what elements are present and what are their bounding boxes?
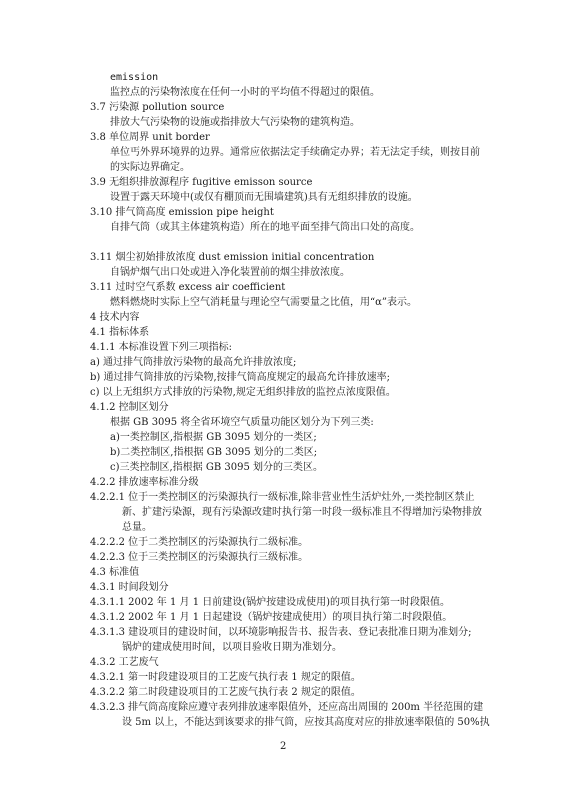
list-item: c)三类控制区,指根据 GB 3095 划分的三类区。 [110, 462, 324, 473]
text-line: 设置于露天环境中(或仅有棚顶而无围墙建筑)具有无组织排放的设施。 [110, 192, 418, 203]
text-line: 锅炉的建成使用时间，以项目验收日期为准划分。 [122, 642, 342, 653]
section-heading: 3.11 烟尘初始排放浓度 dust emission initial concentration [90, 252, 375, 263]
text-line: 设 5m 以上，不能达到该要求的排气筒，应按其高度对应的排放速率限值的 50%执 [122, 717, 490, 728]
text-line: 自排气筒（或其主体建筑构造）所在的地平面至排气筒出口处的高度。 [110, 222, 420, 233]
section-heading: 3.9 无组织排放源程序 fugitive emisson source [90, 177, 313, 188]
page-number: 2 [280, 741, 287, 752]
section-heading: 3.8 单位周界 unit border [90, 132, 210, 143]
section-heading: 4 技术内容 [90, 312, 140, 323]
list-item: a)一类控制区,指根据 GB 3095 划分的一类区; [110, 432, 317, 443]
text-line: 4.2.2.2 位于二类控制区的污染源执行二级标准。 [90, 537, 309, 548]
text-line: 4.2.2.1 位于一类控制区的污染源执行一级标准,除非营业性生活炉灶外,一类控制区禁止 [90, 492, 475, 503]
section-heading: 3.10 排气筒高度 emission pipe height [90, 207, 274, 218]
text-line: emission [110, 72, 159, 83]
text-line: 监控点的污染物浓度在任何一小时的平均值不得超过的限值。 [110, 87, 380, 98]
text-line: 总量。 [122, 522, 152, 533]
text-line: 4.3.1.3 建设项目的建设时间，以环境影响报告书、报告表、登记表批准日期为准划分; [90, 627, 472, 638]
text-line: 排放大气污染物的设施或指排放大气污染物的建筑构造。 [110, 117, 360, 128]
section-heading: 4.3.1 时间段划分 [90, 582, 169, 593]
list-item: b)二类控制区,指根据 GB 3095 划分的二类区; [110, 447, 318, 458]
list-item: c) 以上无组织方式排放的污染物,规定无组织排放的监控点浓度限值。 [90, 387, 396, 398]
list-item: a) 通过排气筒排放污染物的最高允许排放浓度; [90, 357, 297, 368]
text-line: 燃料燃烧时实际上空气消耗量与理论空气需要量之比值，用“α”表示。 [110, 297, 417, 308]
text-line: 4.3.2.2 第二时段建设项目的工艺废气执行表 2 规定的限值。 [90, 687, 361, 698]
section-heading: 4.2.2 排放速率标准分级 [90, 477, 199, 488]
text-line: 根据 GB 3095 将全省环境空气质量功能区划分为下列三类: [110, 417, 374, 428]
text-line: 4.1.1 本标准设置下列三项指标: [90, 342, 232, 353]
section-heading: 4.3.2 工艺废气 [90, 657, 159, 668]
text-line: 4.2.2.3 位于三类控制区的污染源执行三级标准。 [90, 552, 309, 563]
text-line: 单位丐外界环境界的边界。通常应依据法定手续确定办界；若无法定手续，则按目前 [110, 147, 480, 158]
section-heading: 4.1 指标体系 [90, 327, 150, 338]
text-line: 4.3.2.3 排气筒高度除应遵守表列排放速率限值外，还应高出周围的 200m 半径范围的建 [90, 702, 484, 713]
text-line: 的实际边界确定。 [110, 162, 190, 173]
text-line: 4.3.1.1 2002 年 1 月 1 日前建设(锅炉按建设成使用)的项目执行第一时段限值。 [90, 597, 451, 608]
text-line: 4.3.2.1 第一时段建设项目的工艺废气执行表 1 规定的限值。 [90, 672, 361, 683]
section-heading: 4.3 标准值 [90, 567, 140, 578]
text-line: 自锅炉烟气出口处或进入净化装置前的烟尘排放浓度。 [110, 267, 350, 278]
section-heading: 3.7 污染源 pollution source [90, 102, 225, 113]
section-heading: 3.11 过时空气系数 excess air coefficient [90, 282, 286, 293]
text-line: 新、扩建污染源，现有污染源改建时执行第一时段一级标准且不得增加污染物排放 [122, 507, 482, 518]
list-item: b) 通过排气筒排放的污染物,按排气筒高度规定的最高允许排放速率; [90, 372, 391, 383]
section-heading: 4.1.2 控制区划分 [90, 402, 169, 413]
text-line: 4.3.1.2 2002 年 1 月 1 日起建设（锅炉按建成使用）的项目执行第二时段限值。 [90, 612, 453, 623]
